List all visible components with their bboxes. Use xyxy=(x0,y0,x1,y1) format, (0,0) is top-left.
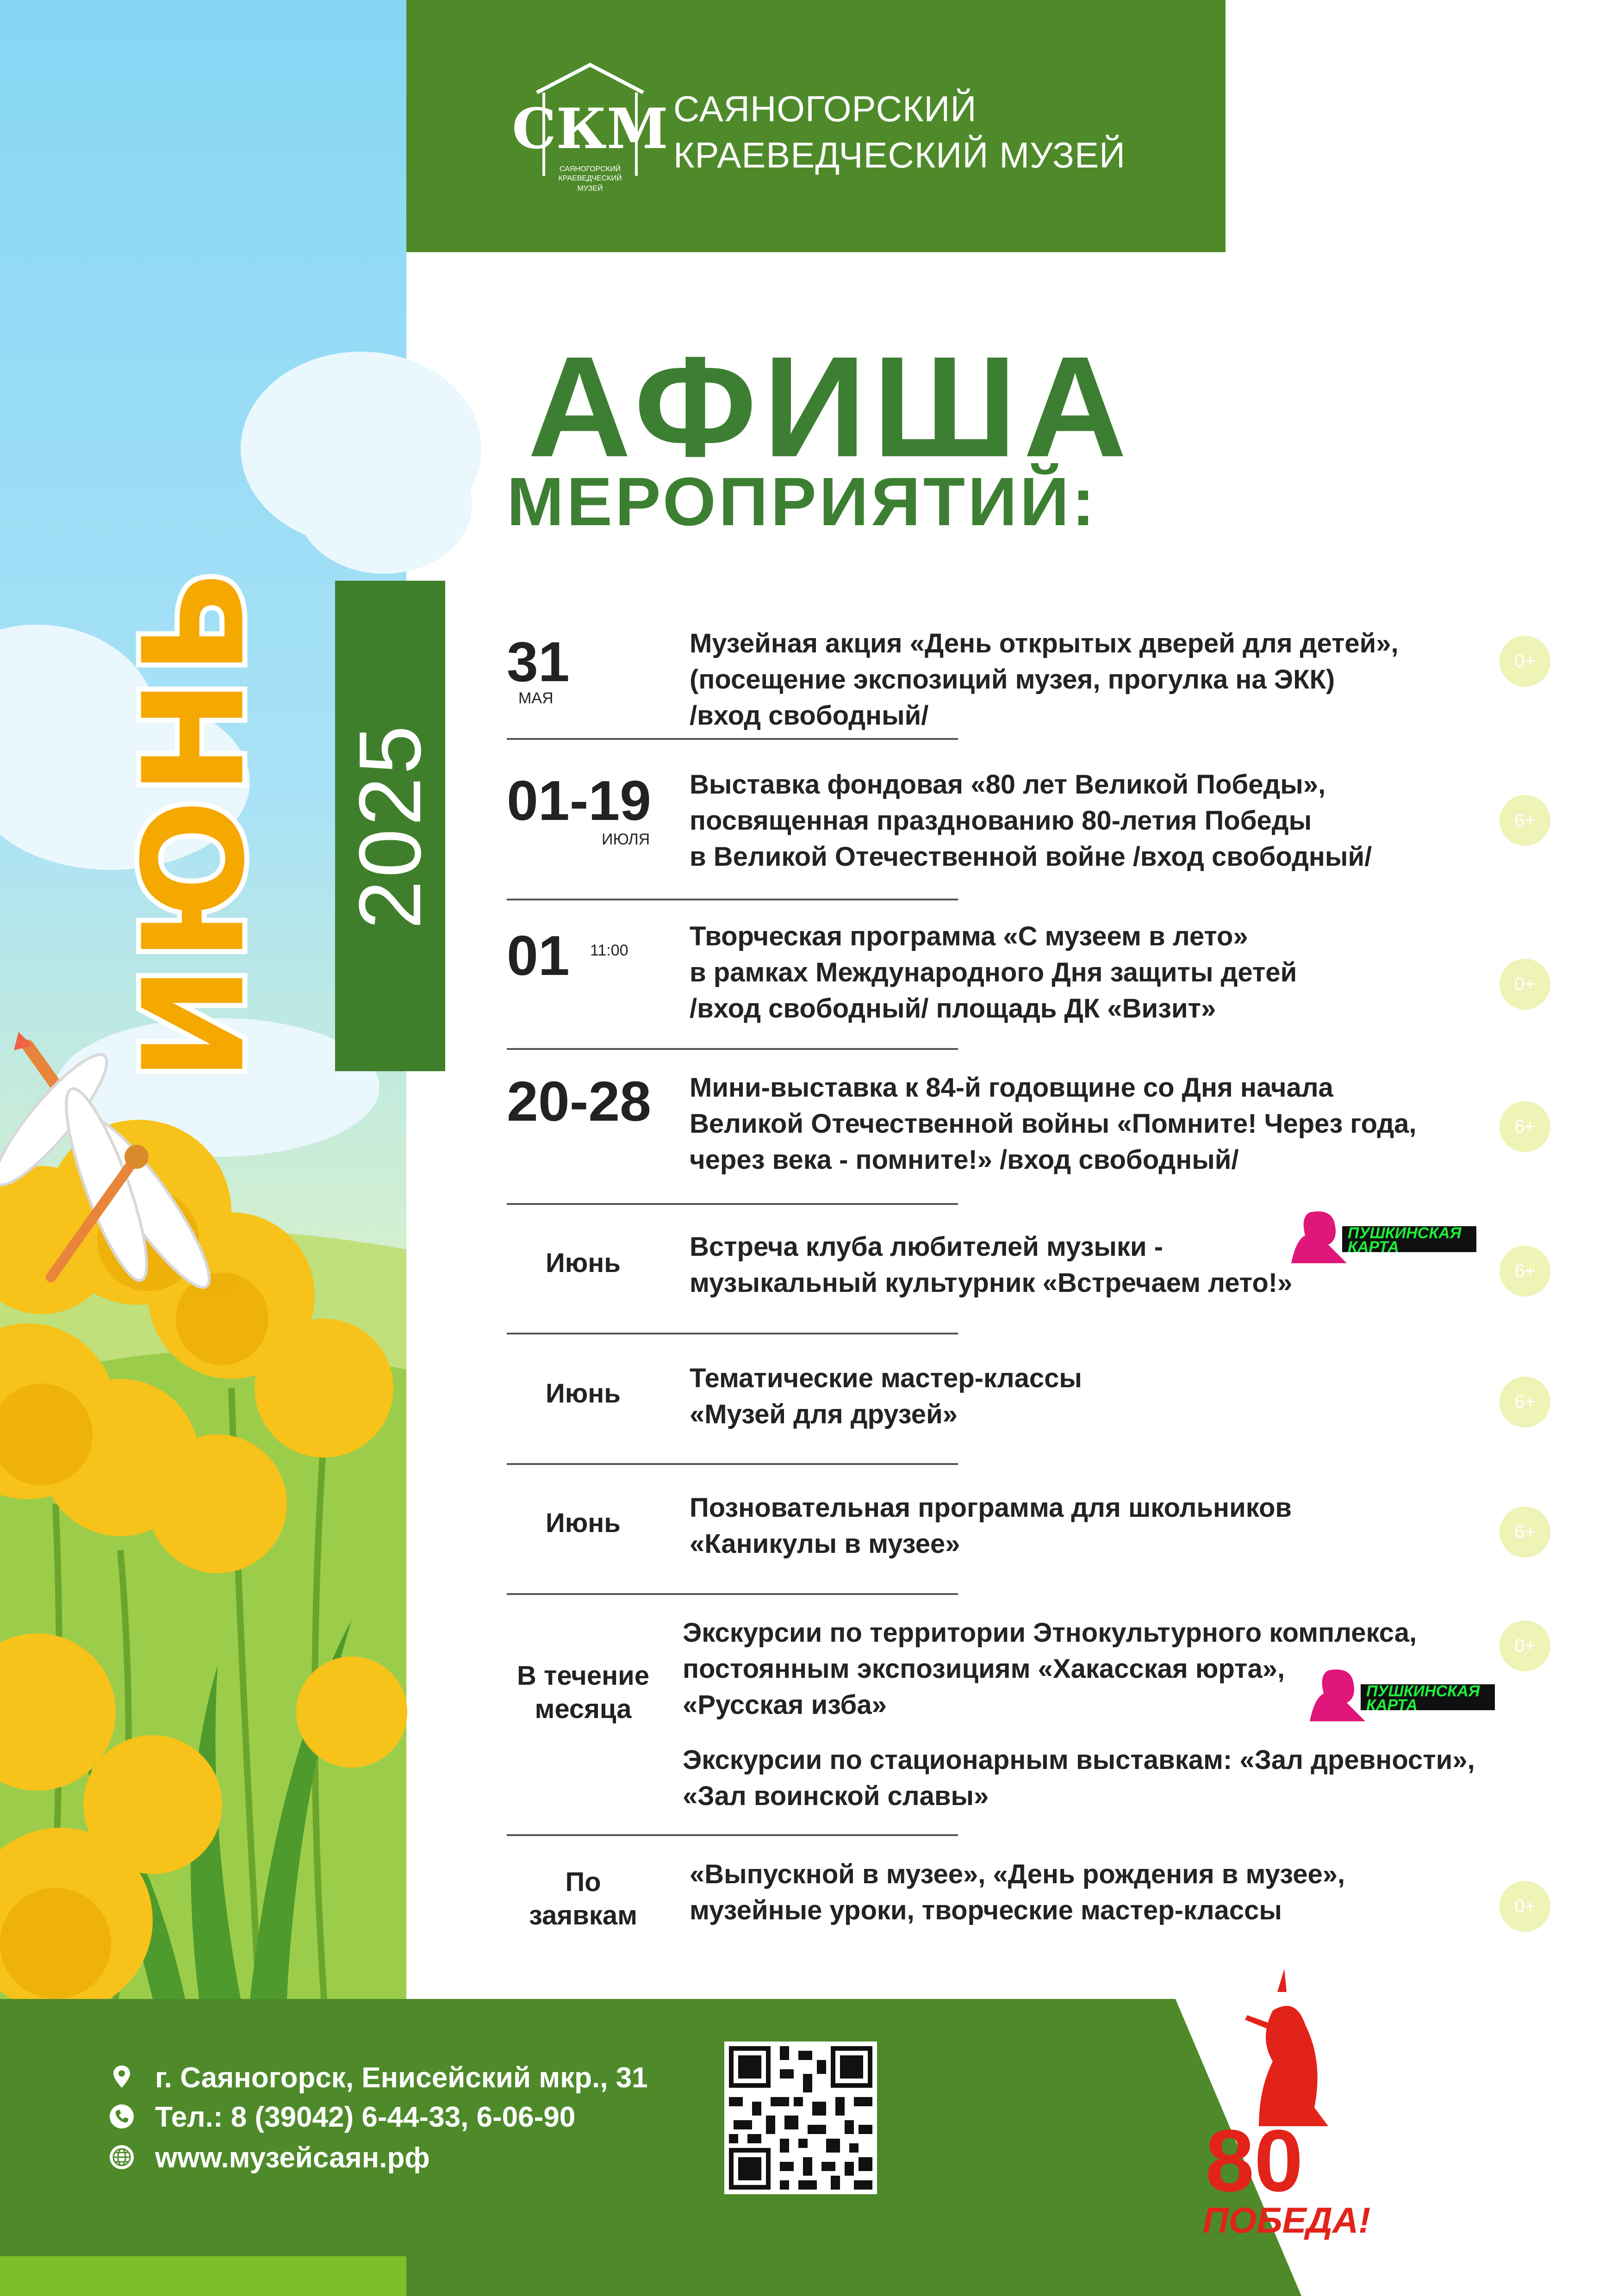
divider xyxy=(507,1463,958,1465)
event-description: Выставка фондовая «80 лет Великой Победы», посвященная празднованию 80-летия Победы в Великой Отечественной войне /вход свободный/ xyxy=(690,769,1372,872)
globe-icon xyxy=(109,2144,135,2170)
age-rating-badge: 6+ xyxy=(1500,1246,1550,1297)
event-description: Творческая программа «С музеем в лето» в рамках Международного Дня защиты детей /вход свободный/ площадь ДК «Визит» xyxy=(690,921,1297,1024)
event-description: Мини-выставка к 84-й годовщине со Дня начала Великой Отечественной войны «Помните! Через года, через века - помните!» /вход свободный/ xyxy=(690,1073,1417,1175)
divider xyxy=(507,899,958,900)
event-date: 01-19 xyxy=(507,769,652,832)
museum-name-line2: КРАЕВЕДЧЕСКИЙ МУЗЕЙ xyxy=(673,135,1126,175)
svg-text:СКМ: СКМ xyxy=(512,96,668,161)
website-link[interactable]: www.музейсаян.рф xyxy=(155,2142,430,2174)
event-description: Тематические мастер-классы «Музей для друзей» xyxy=(690,1363,1082,1429)
divider xyxy=(507,1834,958,1836)
age-rating-badge: 0+ xyxy=(1500,959,1550,1010)
age-rating-badge: 6+ xyxy=(1500,1101,1550,1152)
svg-text:ПОБЕДА!: ПОБЕДА! xyxy=(1202,2200,1371,2240)
age-rating-badge: 6+ xyxy=(1500,1507,1550,1558)
museum-logo xyxy=(512,60,668,194)
age-rating-badge: 0+ xyxy=(1500,1620,1550,1671)
event-date: Июнь xyxy=(546,1378,621,1409)
poster-subtitle: МЕРОПРИЯТИЙ: xyxy=(507,464,1098,540)
location-pin-icon xyxy=(109,2064,135,2090)
event-date: В течение месяца xyxy=(516,1661,650,1724)
svg-text:КРАЕВЕДЧЕСКИЙ: КРАЕВЕДЧЕСКИЙ xyxy=(558,174,622,182)
event-description: Встреча клуба любителей музыки - музыкальный культурник «Встречаем лето!» xyxy=(690,1232,1293,1298)
event-description-extra: Экскурсии по стационарным выставкам: «Зал древности», «Зал воинской славы» xyxy=(683,1745,1475,1811)
year-banner: 2025 xyxy=(335,581,445,1071)
event-description: Музейная акция «День открытых дверей для детей», (посещение экспозиций музея, прогулка на ЭКК) /вход свободный/ xyxy=(690,628,1399,731)
poster-title: АФИША xyxy=(528,326,1133,487)
age-rating-badge: 6+ xyxy=(1500,1377,1550,1427)
month-label: ИЮНЬ xyxy=(113,565,275,1082)
event-description: «Выпускной в музее», «День рождения в музее», музейные уроки, творческие мастер-классы xyxy=(690,1859,1345,1925)
event-date: 01 xyxy=(507,924,570,987)
event-time: 11:00 xyxy=(590,942,628,959)
svg-text:САЯНОГОРСКИЙ: САЯНОГОРСКИЙ xyxy=(559,165,621,173)
event-description: Экскурсии по территории Этнокультурного комплекса, постоянным экспозициям «Хакасская юрта», «Русская изба» xyxy=(683,1618,1417,1720)
divider xyxy=(507,1333,958,1334)
pushkin-card-badge: ПУШКИНСКАЯ КАРТА xyxy=(1310,1666,1495,1721)
age-rating-badge: 0+ xyxy=(1500,1881,1550,1932)
event-date: Июнь xyxy=(546,1508,621,1538)
event-date: Июнь xyxy=(546,1248,621,1278)
event-description: Позновательная программа для школьников «Каникулы в музее» xyxy=(690,1493,1292,1559)
event-date-month: ИЮЛЯ xyxy=(602,831,650,848)
age-rating-badge: 0+ xyxy=(1500,636,1550,687)
event-date: 31 xyxy=(507,630,570,693)
svg-text:80: 80 xyxy=(1205,2112,1303,2210)
divider xyxy=(507,1048,958,1050)
divider xyxy=(507,1203,958,1205)
event-date-month: МАЯ xyxy=(518,689,554,707)
divider xyxy=(507,1593,958,1595)
museum-name-line1: САЯНОГОРСКИЙ xyxy=(673,88,977,129)
qr-code[interactable] xyxy=(724,2042,877,2194)
victory-80-emblem xyxy=(1203,1969,1370,2246)
phone-icon xyxy=(109,2104,135,2129)
event-date: 20-28 xyxy=(507,1070,652,1133)
event-date: По заявкам xyxy=(529,1867,637,1930)
age-rating-badge: 6+ xyxy=(1500,795,1550,846)
phone-text[interactable]: Тел.: 8 (39042) 6-44-33, 6-06-90 xyxy=(155,2101,576,2133)
divider xyxy=(507,738,958,740)
footer-stripe xyxy=(0,2256,406,2296)
pushkin-card-badge: ПУШКИНСКАЯ КАРТА xyxy=(1291,1208,1476,1263)
svg-text:МУЗЕЙ: МУЗЕЙ xyxy=(577,185,603,192)
address-text: г. Саяногорск, Енисейский мкр., 31 xyxy=(155,2062,648,2094)
